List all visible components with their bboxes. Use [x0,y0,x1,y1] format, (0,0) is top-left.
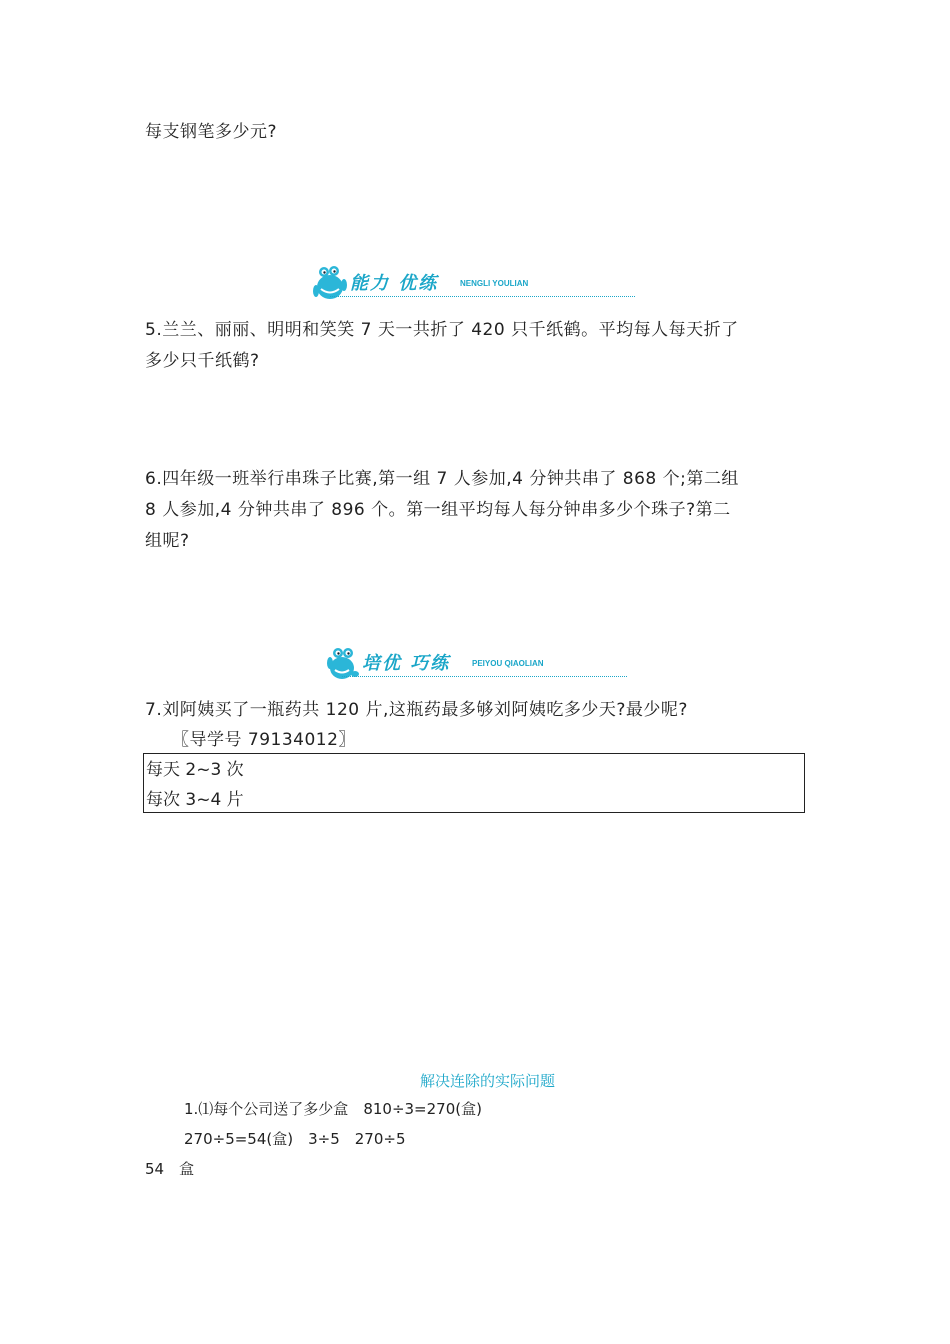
section-divider [330,296,635,297]
section-title: 培优 巧练 [362,653,451,674]
dosage-times-per-day: 每天 2~3 次 [146,760,244,780]
question-6-line-1: 6.四年级一班举行串珠子比赛,第一组 7 人参加,4 分钟共串了 868 个;第二组 [145,469,739,489]
question-7-reference: 〖导学号 79134012〗 [172,730,356,750]
section-title: 能力 优练 [350,273,439,294]
question-7-line-1: 7.刘阿姨买了一瓶药共 120 片,这瓶药最多够刘阿姨吃多少天?最少呢? [145,700,688,720]
answer-line-1: 1.⑴每个公司送了多少盒 810÷3=270(盒) [184,1100,482,1118]
section-banner-ability [310,263,640,303]
section-divider [342,676,627,677]
question-6-line-2: 8 人参加,4 分钟共串了 896 个。第一组平均每人每分钟串多少个珠子?第二 [145,500,731,520]
section-banner-excellence [322,643,632,683]
question-6-line-3: 组呢? [145,531,190,551]
answer-line-2: 270÷5=54(盒) 3÷5 270÷5 [184,1130,406,1148]
answer-line-3: 54 盒 [145,1160,195,1178]
mascot-icon [310,263,350,303]
dosage-box [143,753,805,813]
question-4-tail: 每支钢笔多少元? [145,122,278,142]
section-subtitle: NENGLI YOULIAN [460,279,529,288]
section-subtitle: PEIYOU QIAOLIAN [472,659,544,668]
dosage-pills-per-time: 每次 3~4 片 [146,790,244,810]
question-5-line-1: 5.兰兰、丽丽、明明和笑笑 7 天一共折了 420 只千纸鹤。平均每人每天折了 [145,320,739,340]
mascot-icon [322,643,362,683]
question-5-line-2: 多少只千纸鹤? [145,351,260,371]
answer-section-title: 解决连除的实际问题 [420,1072,556,1090]
